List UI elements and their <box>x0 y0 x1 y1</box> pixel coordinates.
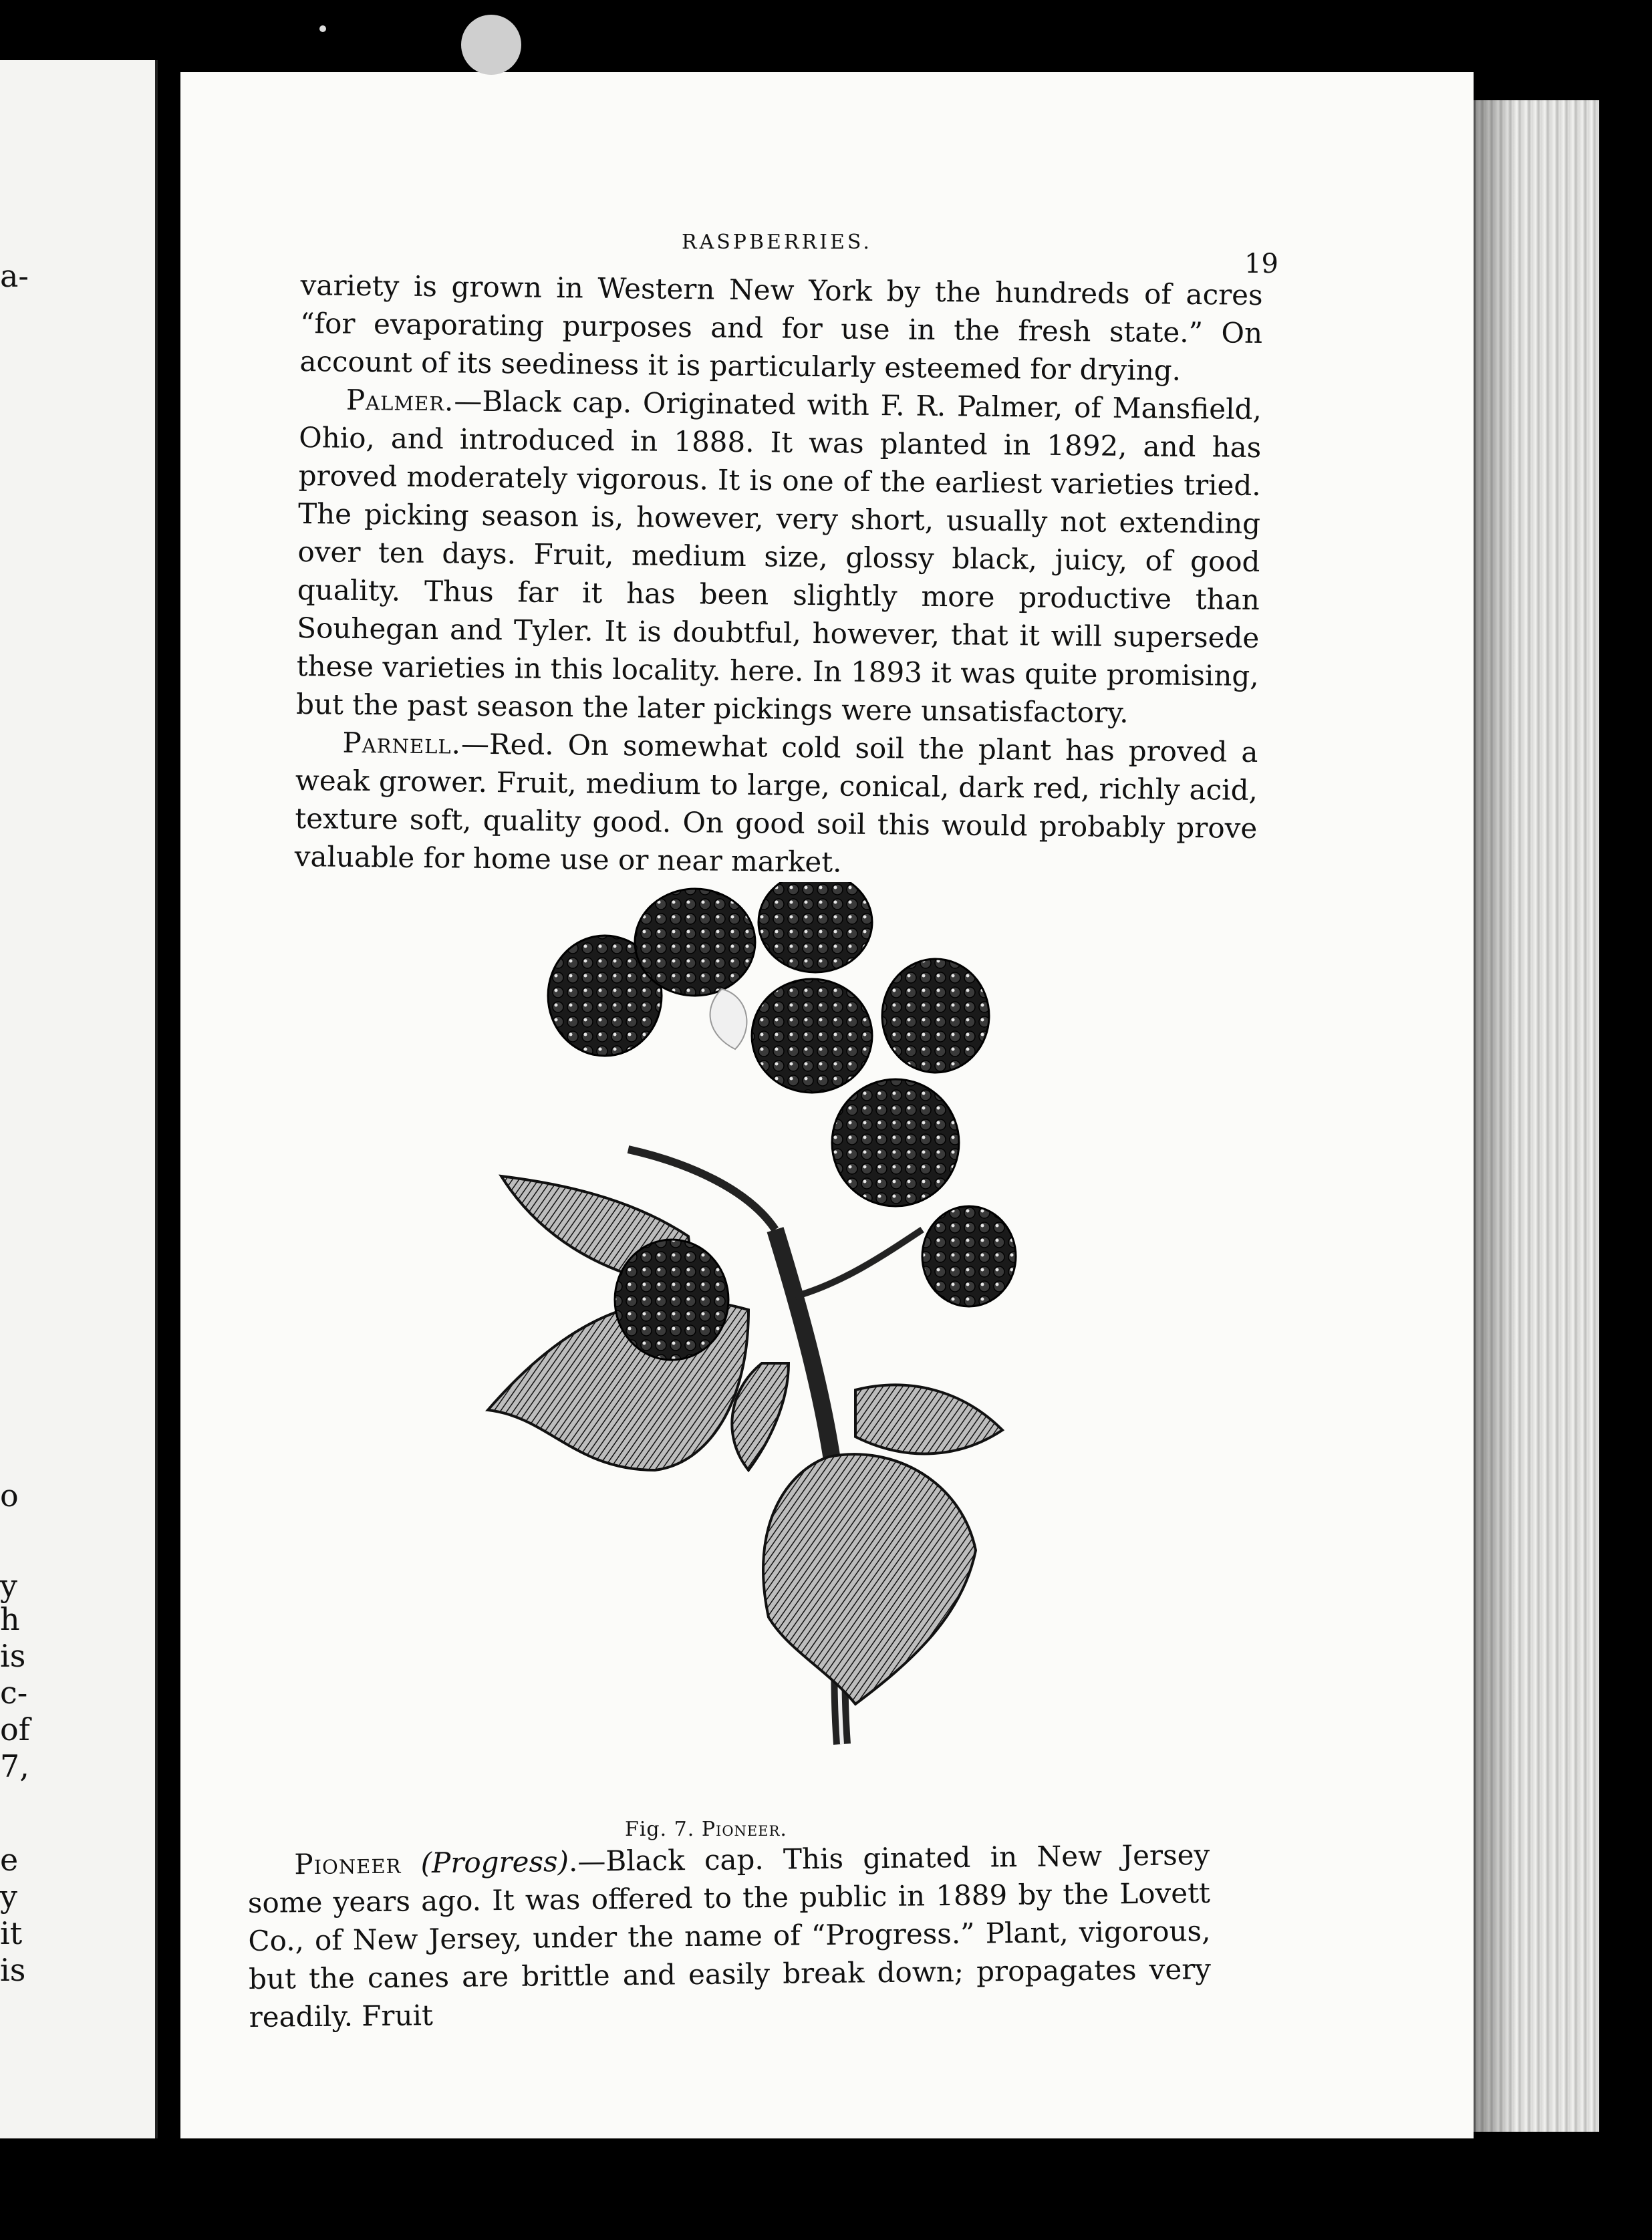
figure-number: Fig. 7. <box>625 1818 695 1841</box>
variety-description: .—Black cap. This ginated in New Jersey some years ago. It was offered to the public in 1889 by the Lovett Co., of New Jersey, under the name of “Progress.” Plant, vigorous, but the canes are brittle and easily break down; propagates very readily. Fruit <box>247 1838 1212 2034</box>
variety-name: Pioneer <box>294 1846 402 1881</box>
lower-text-block <box>247 1836 1212 2036</box>
figure-caption <box>625 1818 787 1841</box>
left-page-fragment: a- <box>0 258 29 294</box>
page-edge-stack <box>1474 100 1599 2132</box>
scan-speck <box>319 25 326 32</box>
raspberry-branch-illustration <box>374 882 1083 1818</box>
left-page-fragment: y <box>0 1878 17 1915</box>
previous-page-edge <box>0 60 158 2138</box>
paragraph-pioneer <box>247 1836 1212 2036</box>
left-page-fragment: of <box>0 1711 30 1747</box>
paragraph-continuation: variety is grown in Western New York by the hundreds of acres “for evaporating purposes and for use in the fresh state.” On account of its seediness it is particularly esteemed for drying. <box>299 268 1263 387</box>
variety-alias: (Progress) <box>420 1844 569 1880</box>
left-page-fragment: y <box>0 1568 17 1604</box>
scan-speck <box>461 15 521 75</box>
left-page-fragment: is <box>0 1952 26 1988</box>
left-page-fragment: it <box>0 1915 23 1951</box>
paragraph-parnell <box>294 723 1258 885</box>
paragraph-palmer <box>296 380 1262 733</box>
variety-name: Palmer. <box>346 383 454 418</box>
variety-description: —Red. On somewhat cold soil the plant has proved a weak grower. Fruit, medium to large, conical, dark red, richly acid, texture soft, quality good. On good soil this would probably prove valuable for home use or near market. <box>294 727 1258 879</box>
left-page-fragment: e <box>0 1842 19 1878</box>
left-page-fragment: o <box>0 1478 19 1514</box>
left-page-fragment: h <box>0 1601 20 1637</box>
page-number: 19 <box>1244 249 1278 279</box>
variety-name: Parnell. <box>342 726 462 760</box>
running-head: RASPBERRIES. <box>682 231 872 254</box>
left-page-fragment: c- <box>0 1675 28 1711</box>
left-page-fragment: is <box>0 1638 26 1674</box>
figure-title: Pioneer. <box>701 1818 787 1841</box>
left-page-fragment: 7, <box>0 1748 29 1784</box>
variety-description: —Black cap. Originated with F. R. Palmer, of Mansfield, Ohio, and introduced in 1888. It was planted in 1892, and has proved moderately vigorous. It is one of the earliest varieties tried. The picking season is, however, very short, usually not extending over ten days. Fruit, medium size, glossy black, juicy, of good quality. Thus far it has been slightly more productive than Souhegan and Tyler. It is doubtful, however, that it will supersede these varieties in this locality. here. In 1893 it was quite promising, but the past season the later pickings were unsatisfactory. <box>295 384 1262 730</box>
upper-text-block <box>294 266 1262 885</box>
